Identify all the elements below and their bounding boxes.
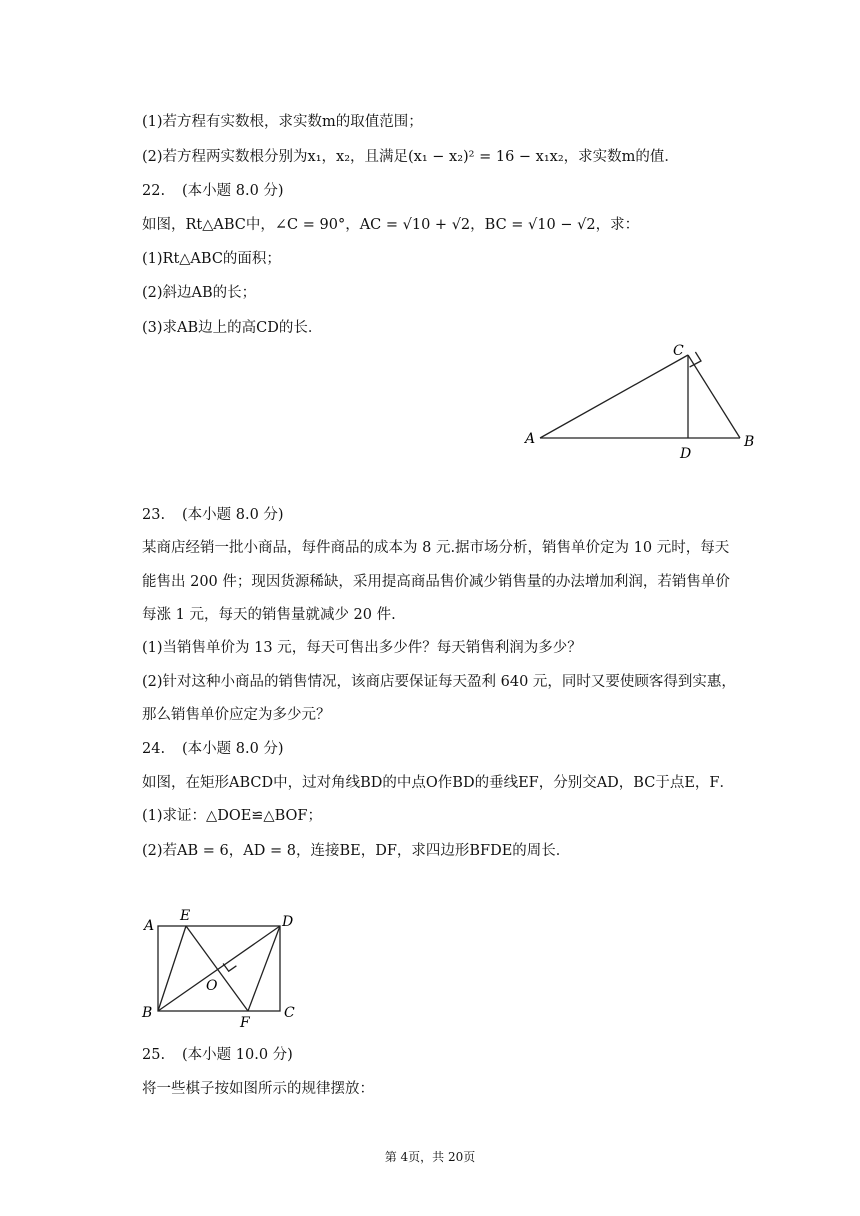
q25-score: (本小题 10.0 分) xyxy=(182,1047,293,1063)
label-f: F xyxy=(240,1015,250,1030)
q22-number: 22. xyxy=(142,183,166,199)
q23-stem-line3: 每涨 1 元，每天的销售量就减少 20 件. xyxy=(142,607,396,623)
q21-part1: (1)若方程有实数根，求实数m的取值范围； xyxy=(142,114,423,130)
label-b: B xyxy=(142,1005,153,1021)
label-e: E xyxy=(180,908,191,924)
q22-part1: (1)Rt△ABC的面积； xyxy=(142,251,281,267)
q22-stem: 如图，Rt△ABC中，∠C = 90°，AC = √10 + √2，BC = √10 − √2，求： xyxy=(142,217,640,233)
q24-stem: 如图，在矩形ABCD中，过对角线BD的中点O作BD的垂线EF，分别交AD，BC于点E，F． xyxy=(142,775,734,791)
label-d: D xyxy=(282,914,294,930)
q23-number: 23. xyxy=(142,507,166,523)
q25-stem: 将一些棋子按如图所示的规律摆放： xyxy=(142,1081,374,1097)
segment-ef xyxy=(186,926,248,1011)
q24-number: 24. xyxy=(142,741,166,757)
segment-ac xyxy=(540,355,688,438)
q22-header xyxy=(142,181,284,201)
q23-part2-line2: 那么销售单价应定为多少元？ xyxy=(142,707,331,723)
q24-header xyxy=(142,739,284,759)
q23-header xyxy=(142,505,284,525)
q22-score: (本小题 8.0 分) xyxy=(182,183,284,199)
q25-number: 25. xyxy=(142,1047,166,1063)
q22-triangle-figure xyxy=(515,338,765,468)
q23-stem-line1: 某商店经销一批小商品，每件商品的成本为 8 元.据市场分析，销售单价定为 10 元时，每天 xyxy=(142,540,730,556)
segment-cb xyxy=(688,355,740,438)
page-footer: 第 4页，共 20页 xyxy=(384,1150,476,1164)
label-a: A xyxy=(525,431,536,447)
label-d: D xyxy=(680,446,692,462)
segment-df xyxy=(248,926,280,1011)
q24-rectangle-figure xyxy=(138,902,308,1030)
label-c: C xyxy=(284,1005,295,1021)
q24-score: (本小题 8.0 分) xyxy=(182,741,284,757)
q22-part3: (3)求AB边上的高CD的长． xyxy=(142,320,323,336)
q25-header xyxy=(142,1045,293,1065)
q21-part2: (2)若方程两实数根分别为x₁，x₂，且满足(x₁ − x₂)² = 16 − x₁x₂，求实数m的值． xyxy=(142,149,679,165)
q23-score: (本小题 8.0 分) xyxy=(182,507,284,523)
q24-part2: (2)若AB = 6，AD = 8，连接BE，DF，求四边形BFDE的周长． xyxy=(142,843,571,859)
q23-part2-line1: (2)针对这种小商品的销售情况，该商店要保证每天盈利 640 元，同时又要使顾客得到实惠， xyxy=(142,674,736,690)
label-b: B xyxy=(744,434,755,450)
q23-stem-line2: 能售出 200 件；现因货源稀缺，采用提高商品售价减少销售量的办法增加利润，若销售单价 xyxy=(142,574,730,590)
diagonal-bd xyxy=(158,926,280,1011)
q22-part2: (2)斜边AB的长； xyxy=(142,285,257,301)
label-a: A xyxy=(144,918,155,934)
label-c: C xyxy=(673,343,684,359)
label-o: O xyxy=(206,978,218,994)
segment-be xyxy=(158,926,186,1011)
q24-part1: (1)求证：△DOE≌△BOF； xyxy=(142,808,322,824)
q23-part1: (1)当销售单价为 13 元，每天可售出多少件？每天销售利润为多少？ xyxy=(142,640,582,656)
